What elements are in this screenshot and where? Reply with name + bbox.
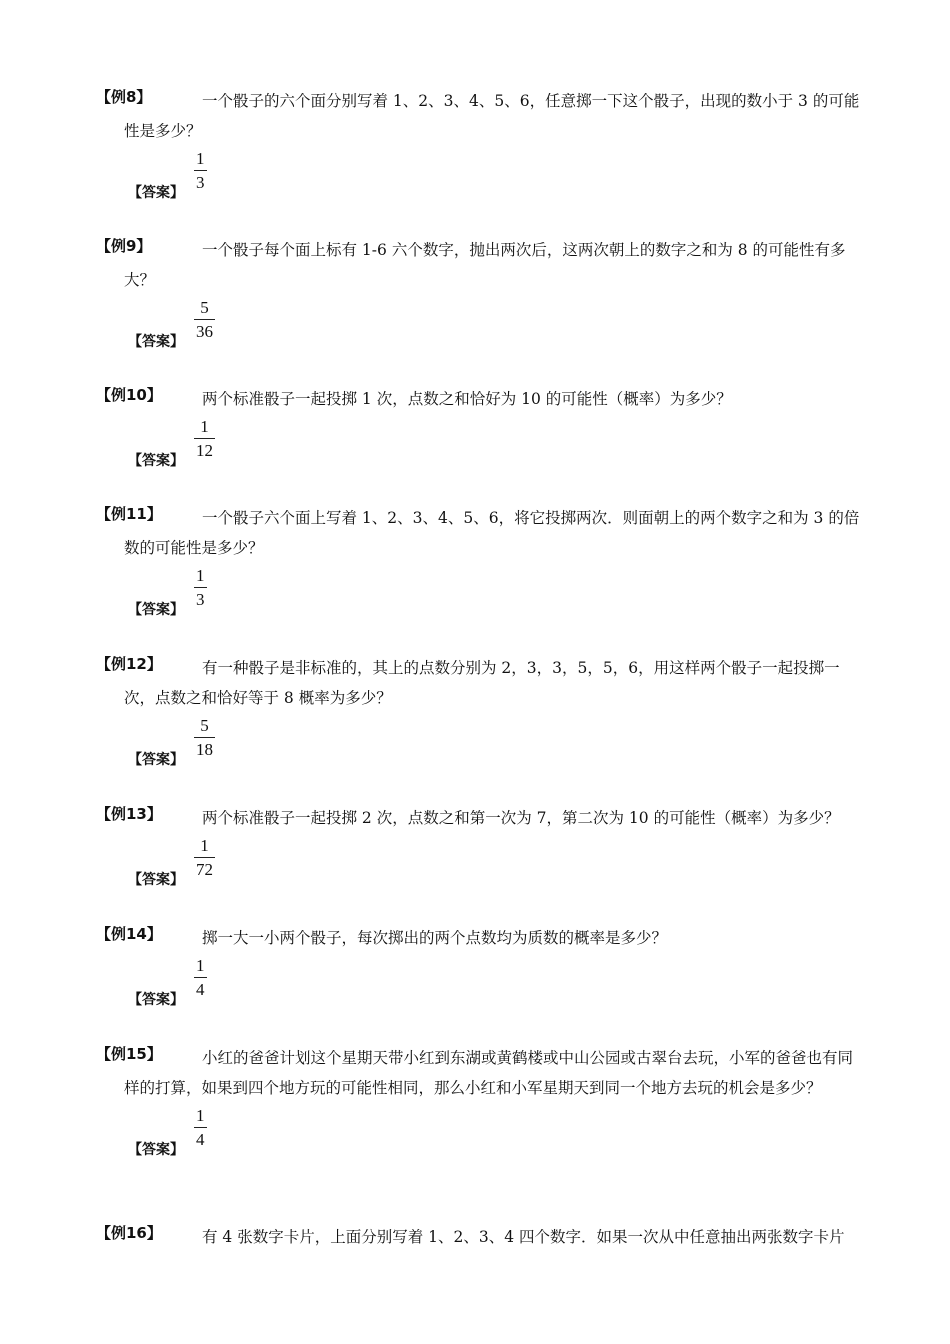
- problem-label: 【例14】: [96, 925, 162, 943]
- answer-fraction: [194, 835, 215, 882]
- problem-12: [96, 653, 866, 773]
- answer-row: [96, 835, 866, 893]
- answer-label: 【答案】: [128, 185, 184, 201]
- answer-fraction: [194, 148, 207, 195]
- answer-fraction: [194, 416, 215, 463]
- numerator: 1: [200, 836, 209, 855]
- problem-text: 小红的爸爸计划这个星期天带小红到东湖或黄鹤楼或中山公园或古翠台去玩，小军的爸爸也有同样的打算，如果到四个地方玩的可能性相同，那么小红和小军星期天到同一个地方去玩的机会是多少？: [124, 1049, 854, 1097]
- numerator: 1: [196, 956, 205, 975]
- answer-fraction: [194, 955, 207, 1002]
- denominator: 3: [196, 173, 205, 192]
- numerator: 1: [196, 566, 205, 585]
- numerator: 5: [200, 298, 209, 317]
- answer-row: [96, 955, 866, 1013]
- denominator: 4: [196, 980, 205, 999]
- problem-9: [96, 235, 866, 355]
- answer-fraction: [194, 297, 215, 344]
- answer-label: 【答案】: [128, 872, 184, 888]
- problem-text: 有一种骰子是非标准的，其上的点数分别为 2，3，3，5，5，6，用这样两个骰子一起投掷一次，点数之和恰好等于 8 概率为多少？: [124, 659, 840, 707]
- problem-15: [96, 1043, 866, 1163]
- problem-10: [96, 384, 866, 474]
- answer-row: [96, 416, 866, 474]
- answer-label: 【答案】: [128, 453, 184, 469]
- numerator: 1: [196, 1106, 205, 1125]
- problem-label: 【例16】: [96, 1224, 162, 1242]
- answer-row: [96, 148, 866, 206]
- denominator: 12: [196, 441, 213, 460]
- numerator: 1: [200, 417, 209, 436]
- problem-label: 【例10】: [96, 386, 162, 404]
- answer-row: [96, 565, 866, 623]
- answer-label: 【答案】: [128, 334, 184, 350]
- problem-label: 【例11】: [96, 505, 162, 523]
- problem-text: 两个标准骰子一起投掷 1 次，点数之和恰好为 10 的可能性（概率）为多少？: [202, 390, 732, 408]
- problem-text: 掷一大一小两个骰子，每次掷出的两个点数均为质数的概率是多少？: [202, 929, 668, 947]
- problem-label: 【例15】: [96, 1045, 162, 1063]
- problem-8: [96, 86, 866, 206]
- problem-text: 有 4 张数字卡片，上面分别写着 1、2、3、4 四个数字．如果一次从中任意抽出两张数字卡片: [202, 1228, 845, 1246]
- answer-row: [96, 1105, 866, 1163]
- problem-16: [96, 1222, 866, 1252]
- answer-row: [96, 297, 866, 355]
- problem-14: [96, 923, 866, 1013]
- answer-fraction: [194, 565, 207, 612]
- answer-label: 【答案】: [128, 752, 184, 768]
- problem-label: 【例12】: [96, 655, 162, 673]
- numerator: 5: [200, 716, 209, 735]
- denominator: 18: [196, 740, 213, 759]
- answer-fraction: [194, 715, 215, 762]
- problem-text: 一个骰子六个面上写着 1、2、3、4、5、6，将它投掷两次．则面朝上的两个数字之和为 3 的倍数的可能性是多少？: [124, 509, 860, 557]
- problem-label: 【例13】: [96, 805, 162, 823]
- answer-label: 【答案】: [128, 992, 184, 1008]
- problem-text: 两个标准骰子一起投掷 2 次，点数之和第一次为 7，第二次为 10 的可能性（概率）为多少？: [202, 809, 840, 827]
- problem-label: 【例9】: [96, 237, 152, 255]
- answer-label: 【答案】: [128, 602, 184, 618]
- answer-label: 【答案】: [128, 1142, 184, 1158]
- problem-13: [96, 803, 866, 893]
- denominator: 3: [196, 590, 205, 609]
- denominator: 4: [196, 1130, 205, 1149]
- answer-row: [96, 715, 866, 773]
- problem-11: [96, 503, 866, 623]
- denominator: 36: [196, 322, 213, 341]
- denominator: 72: [196, 860, 213, 879]
- answer-fraction: [194, 1105, 207, 1152]
- numerator: 1: [196, 149, 205, 168]
- problem-text: 一个骰子的六个面分别写着 1、2、3、4、5、6，任意掷一下这个骰子，出现的数小于 3 的可能性是多少？: [124, 92, 860, 140]
- problem-text: 一个骰子每个面上标有 1-6 六个数字，抛出两次后，这两次朝上的数字之和为 8 的可能性有多大？: [124, 241, 846, 289]
- problem-label: 【例8】: [96, 88, 152, 106]
